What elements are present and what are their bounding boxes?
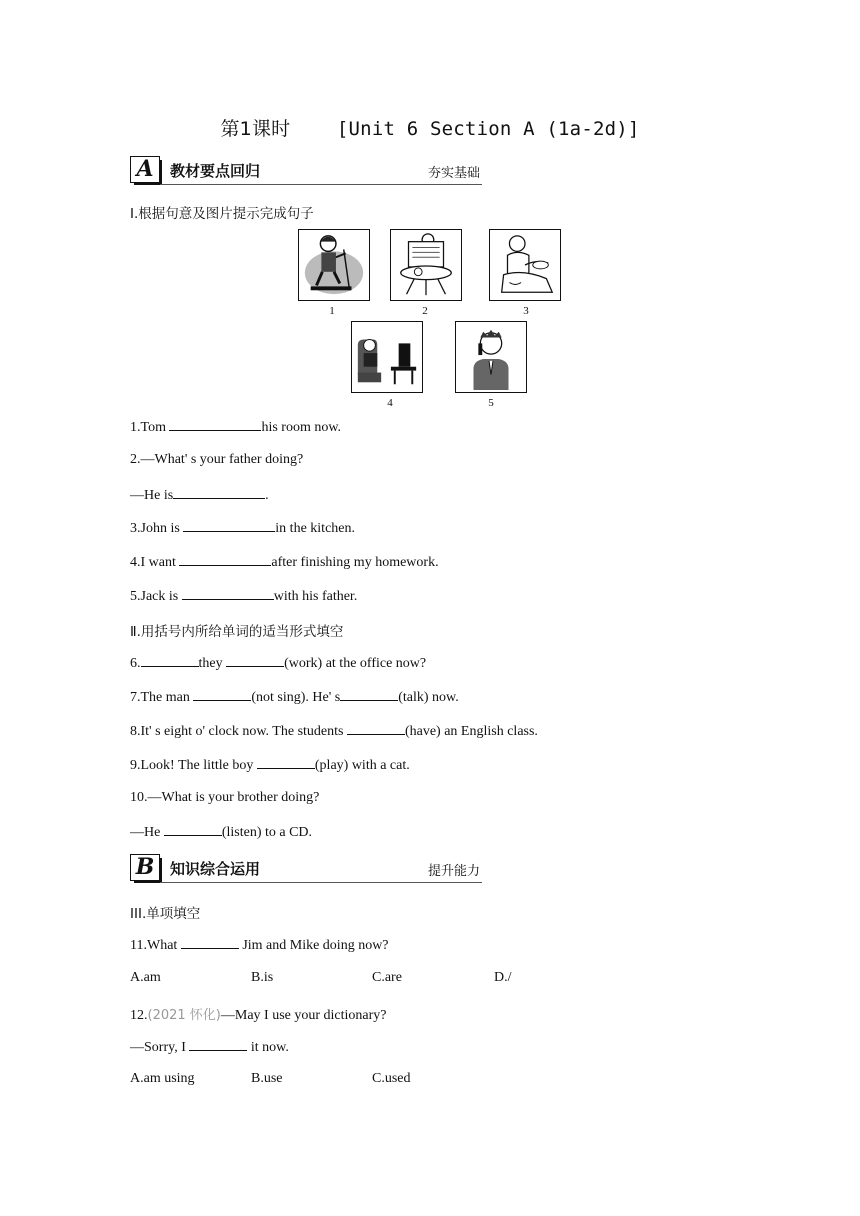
question-12-answer: —Sorry, I it now. (130, 1040, 289, 1055)
lesson-number: 第1课时 (220, 118, 291, 140)
picture-1-number: 1 (329, 305, 335, 317)
question-12-option-b[interactable]: B.use (251, 1071, 283, 1086)
answer-blank[interactable] (164, 823, 222, 836)
question-1: 1.Tom his room now. (130, 420, 342, 435)
part2-heading: Ⅱ.用括号内所给单词的适当形式填空 (130, 624, 344, 640)
section-b-banner (130, 854, 482, 884)
section-b-rule (160, 882, 482, 883)
picture-3-number: 3 (523, 305, 529, 317)
section-b-subtitle: 提升能力 (427, 864, 480, 879)
picture-4-number: 4 (387, 397, 393, 409)
question-4: 4.I want after finishing my homework. (130, 555, 439, 570)
part3-heading: III.单项填空 (130, 906, 201, 922)
picture-5-number: 5 (488, 397, 494, 409)
man-reading-newspaper-icon (391, 230, 461, 300)
answer-blank[interactable] (141, 654, 199, 667)
question-9: 9.Look! The little boy (play) with a cat. (130, 758, 410, 773)
question-12: 12.(2021 怀化)—May I use your dictionary? (130, 1008, 387, 1023)
picture-4 (351, 321, 423, 393)
question-11-option-c[interactable]: C.are (372, 970, 402, 985)
section-a-badge: A (130, 156, 160, 183)
section-a-label: 教材要点回归 (170, 162, 261, 180)
question-8: 8.It' s eight o' clock now. The students (have) an English class. (130, 724, 538, 739)
answer-blank[interactable] (226, 654, 284, 667)
question-source: (2021 怀化) (147, 1008, 221, 1023)
answer-blank[interactable] (340, 688, 398, 701)
question-2: 2.—What' s your father doing? (130, 452, 304, 467)
person-watching-tv-icon (352, 322, 422, 392)
section-b-badge: B (130, 854, 160, 881)
person-washing-dishes-icon (490, 230, 560, 300)
answer-blank[interactable] (193, 688, 251, 701)
answer-blank[interactable] (189, 1038, 247, 1051)
picture-2 (390, 229, 462, 301)
question-7: 7.The man (not sing). He' s (talk) now. (130, 690, 459, 705)
question-10: 10.—What is your brother doing? (130, 790, 320, 805)
question-5: 5.Jack is with his father. (130, 589, 358, 604)
answer-blank[interactable] (347, 722, 405, 735)
question-12-option-a[interactable]: A.am using (130, 1071, 195, 1086)
question-11: 11.What Jim and Mike doing now? (130, 938, 389, 953)
section-b-label: 知识综合运用 (170, 860, 261, 878)
answer-blank[interactable] (257, 756, 315, 769)
part1-heading: Ⅰ.根据句意及图片提示完成句子 (130, 206, 314, 222)
answer-blank[interactable] (183, 519, 275, 532)
boy-cleaning-icon (299, 230, 369, 300)
question-12-option-c[interactable]: C.used (372, 1071, 411, 1086)
unit-label: [Unit 6 Section A (1a-2d)] (336, 118, 640, 140)
question-3: 3.John is in the kitchen. (130, 521, 355, 536)
man-on-phone-icon (456, 322, 526, 392)
section-a-rule (160, 184, 482, 185)
question-10-answer: —He (listen) to a CD. (130, 825, 313, 840)
question-2-answer: —He is . (130, 488, 269, 503)
picture-2-number: 2 (422, 305, 428, 317)
picture-5 (455, 321, 527, 393)
answer-blank[interactable] (173, 486, 265, 499)
question-11-option-a[interactable]: A.am (130, 970, 161, 985)
question-11-option-d[interactable]: D./ (494, 970, 512, 985)
section-a-banner (130, 156, 482, 186)
picture-3 (489, 229, 561, 301)
question-6: 6. they (work) at the office now? (130, 656, 427, 671)
page-title (0, 114, 860, 141)
picture-1 (298, 229, 370, 301)
answer-blank[interactable] (169, 418, 261, 431)
answer-blank[interactable] (179, 553, 271, 566)
question-11-option-b[interactable]: B.is (251, 970, 274, 985)
answer-blank[interactable] (182, 587, 274, 600)
section-a-subtitle: 夯实基础 (427, 166, 480, 181)
answer-blank[interactable] (181, 936, 239, 949)
